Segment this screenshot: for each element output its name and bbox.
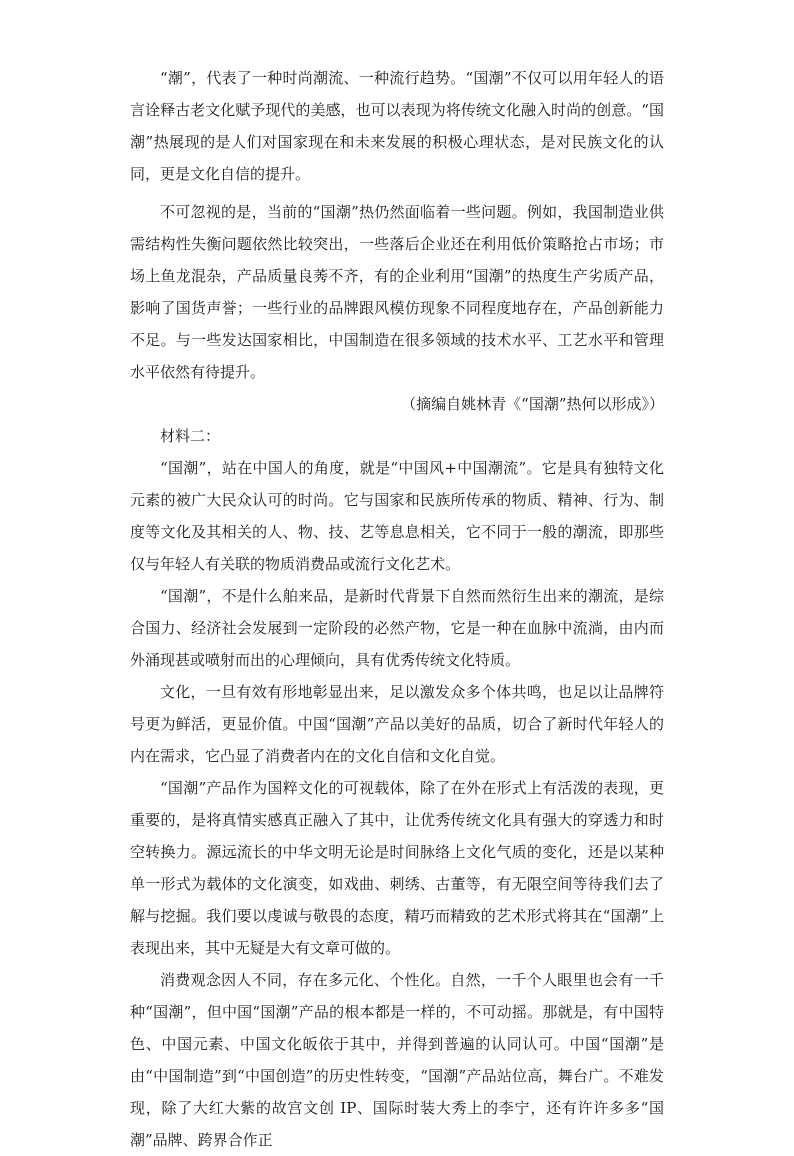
paragraph-culture-value: 文化，一旦有效有形地彰显出来，足以激发众多个体共鸣，也足以让品牌符号更为鲜活，更显价值。中国“国潮”产品以美好的品质，切合了新时代年轻人的内在需求，它凸显了消费者内在的文化自信和文化自觉。 <box>130 683 664 765</box>
paragraph-guochao-problems: 不可忽视的是，当前的“国潮”热仍然面临着一些问题。例如，我国制造业供需结构性失衡问题依然比较突出，一些落后企业还在利用低价策略抢占市场；市场上鱼龙混杂，产品质量良莠不齐，有的企业利用“国潮”的热度生产劣质产品，影响了国货声誉；一些行业的品牌跟风模仿现象不同程度地存在，产品创新能力不足。与一些发达国家相比，中国制造在很多领域的技术水平、工艺水平和管理水平依然有待提升。 <box>130 203 664 381</box>
document-body <box>130 62 664 1156</box>
paragraph-guochao-origin: “国潮”，不是什么舶来品，是新时代背景下自然而然衍生出来的潮流，是综合国力、经济社会发展到一定阶段的必然产物，它是一种在血脉中流淌，由内而外涌现甚或喷射而出的心理倾向，具有优秀传统文化特质。 <box>130 587 664 669</box>
material-two-heading: 材料二： <box>160 427 221 445</box>
source-citation: （摘编自姚林青《“国潮”热何以形成》） <box>401 395 664 413</box>
paragraph-guochao-definition: “国潮”，站在中国人的角度，就是“中国风+中国潮流”。它是具有独特文化元素的被广大民众认可的时尚。它与国家和民族所传承的物质、精神、行为、制度等文化及其相关的人、物、技、艺等息息相关，它不同于一般的潮流，即那些仅与年轻人有关联的物质消费品或流行文化艺术。 <box>130 459 664 573</box>
paragraph-cultural-carrier: “国潮”产品作为国粹文化的可视载体，除了在外在形式上有活泼的表现，更重要的，是将真情实感真正融入了其中，让优秀传统文化具有强大的穿透力和时空转换力。源远流长的中华文明无论是时间脉络上文化气质的变化，还是以某种单一形式为载体的文化演变，如戏曲、刺绣、古董等，有无限空间等待我们去了解与挖掘。我们要以虔诚与敬畏的态度，精巧而精致的艺术形式将其在“国潮”上表现出来，其中无疑是大有文章可做的。 <box>130 779 664 957</box>
paragraph-consumption-concept: 消费观念因人不同，存在多元化、个性化。自然，一千个人眼里也会有一千种“国潮”，但中国“国潮”产品的根本都是一样的，不可动摇。那就是，有中国特色、中国元素、中国文化皈依于其中，并得到普遍的认同认可。中国“国潮”是由“中国制造”到“中国创造”的历史性转变，“国潮”产品站位高，舞台广。不难发现，除了大红大紫的故宫文创 IP、国际时装大秀上的李宁，还有许许多多“国潮”品牌、跨界合作正 <box>130 971 664 1149</box>
paragraph-chao-definition: “潮”，代表了一种时尚潮流、一种流行趋势。“国潮”不仅可以用年轻人的语言诠释古老文化赋予现代的美感，也可以表现为将传统文化融入时尚的创意。“国潮”热展现的是人们对国家现在和未来发展的积极心理状态，是对民族文化的认同，更是文化自信的提升。 <box>130 69 664 183</box>
